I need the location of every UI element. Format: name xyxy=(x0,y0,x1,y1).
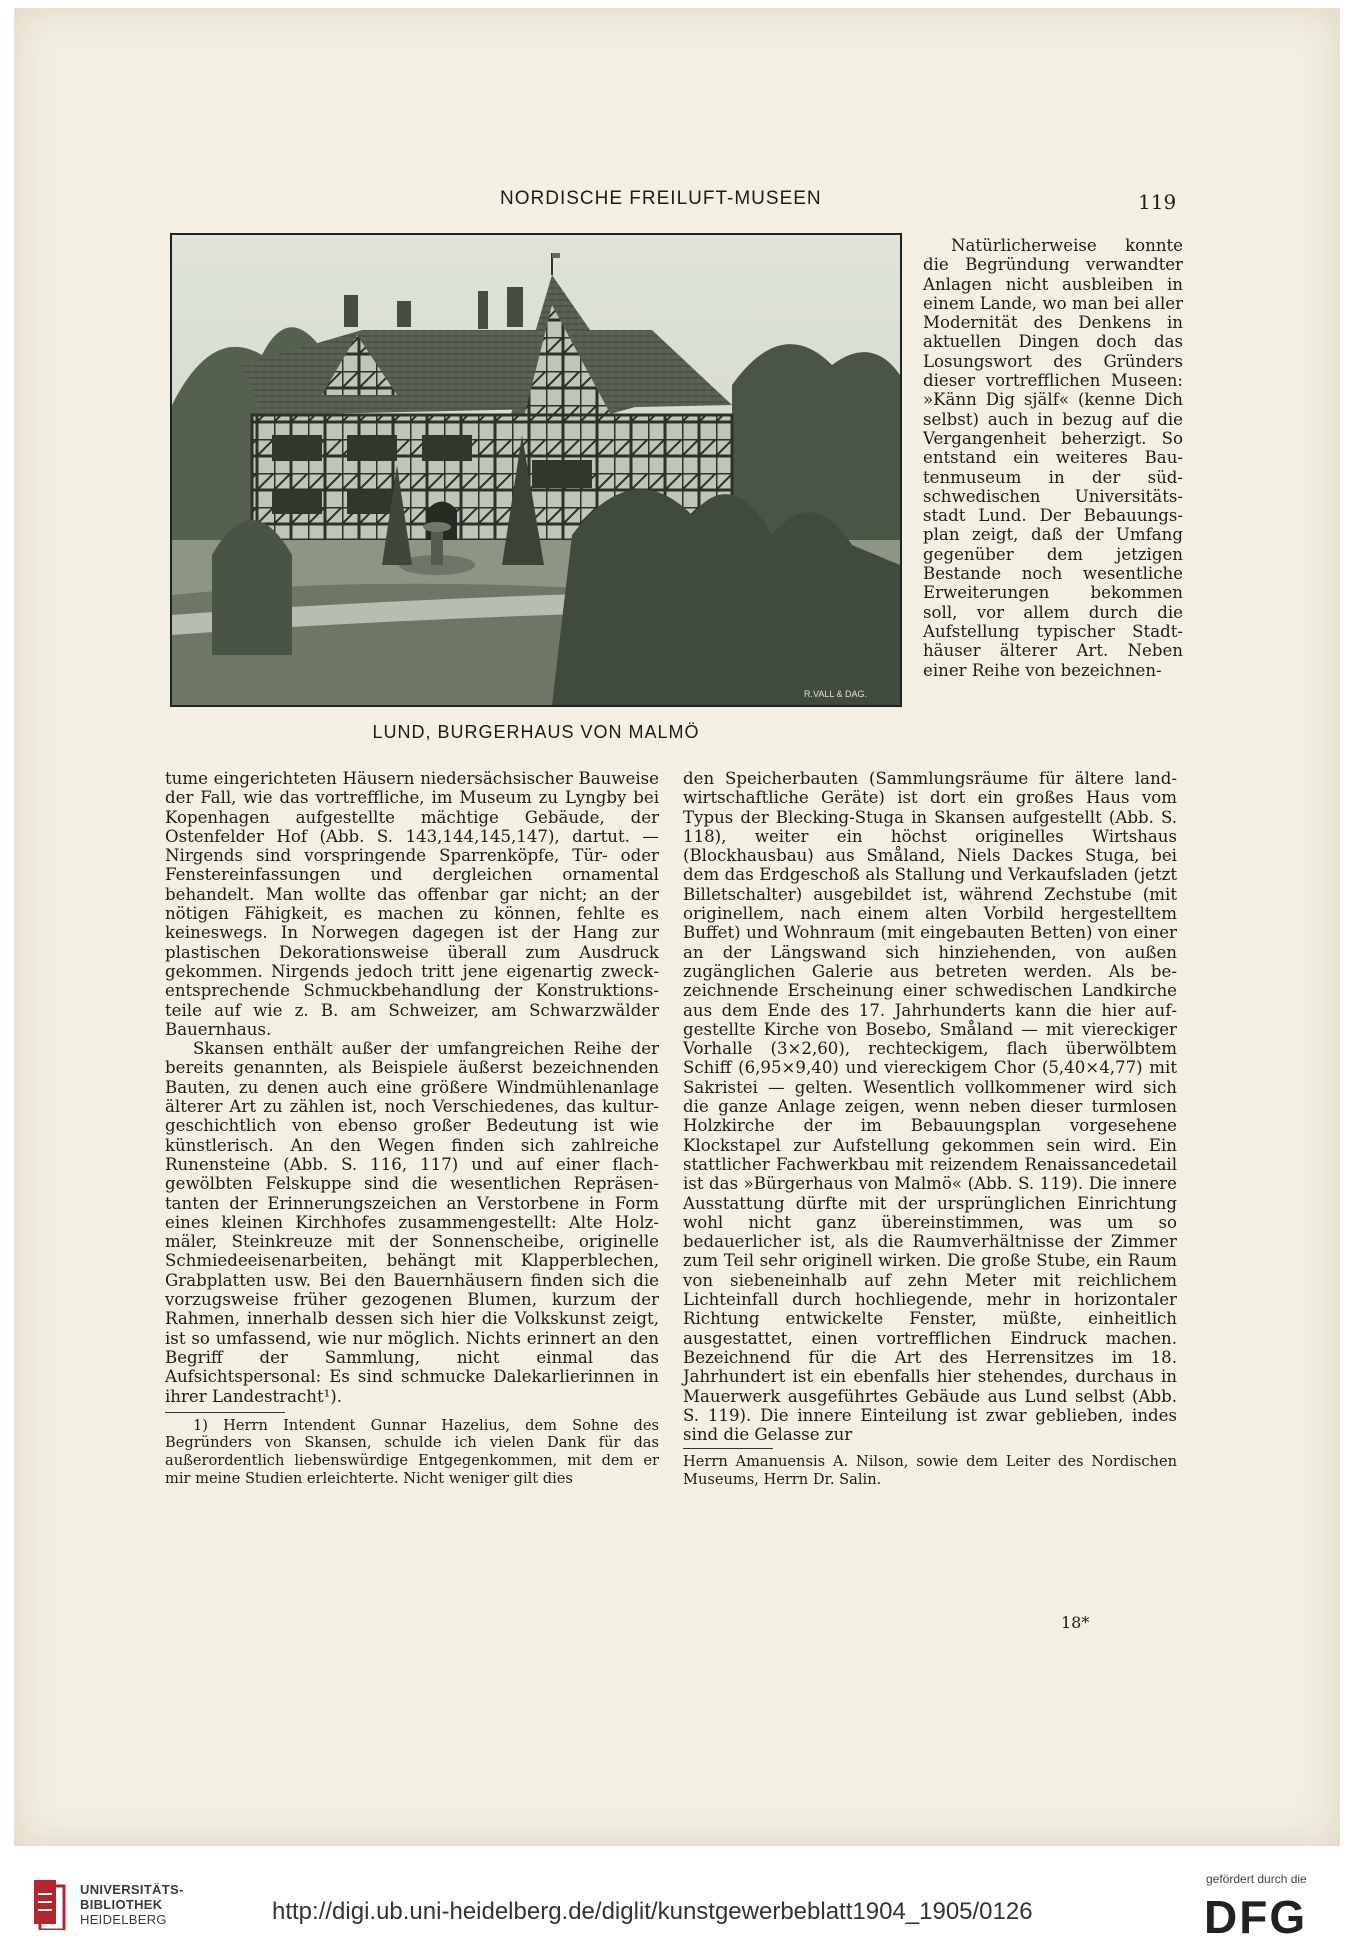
building-photograph xyxy=(170,233,902,707)
paragraph: tume eingerichteten Häusern niedersächsischer Bauweise der Fall, wie das vortreffliche, im Museum zu Lyngby bei Kopenhagen aufgestellte mächtige Gebäude, der Ostenfelder Hof (Abb. S. 143,144,145,147), dartut. — Nirgends sind vorspringende Sparrenköpfe, Tür- oder Fenstereinfassungen und dergleichen ornamental behandelt. Man wollte das offenbar gar nicht; an der nötigen Fähigkeit, es machen zu können, fehlte es keineswegs. In Norwegen dagegen ist der Hang zur plastischen Dekorationsweise überall zum Ausdruck gekommen. Nirgends jedoch tritt jene eigenartig zweckentsprechende Schmuckbehandlung der Konstruktionsteile auf wie z. B. am Schweizer, am Schwarzwälder Bauernhaus. xyxy=(165,769,659,1039)
page-number: 119 xyxy=(1138,190,1177,214)
footnote: 1) Herrn Intendent Gunnar Hazelius, dem Sohne des Begründers von Skansen, schulde ich vielen Dank für das außerordentlich liebenswürdige Entgegenkommen, mit dem er mir meine Studien erleichterte. Nicht weniger gilt dies xyxy=(165,1416,659,1487)
photo-credit: R.VALL & DAG. xyxy=(804,689,868,699)
figure-caption: LUND, BURGERHAUS VON MALMÖ xyxy=(372,722,700,742)
paragraph: Natürlicherweise konnte die Begründung verwandter Anlagen nicht ausbleiben in einem Lande, wo man bei aller Modernität des Denkens in aktuellen Dingen doch das Losungswort des Gründers dieser vortrefflichen Museen: »Känn Dig själf« (kenne Dich selbst) auch in bezug auf die Vergangenheit beherzigt. So entstand ein weiteres Bautenmuseum in der südschwedischen Universitätsstadt Lund. Der Bebauungsplan zeigt, daß der Umfang gegenüber dem jetzigen Bestande noch wesentliche Erweiterungen bekommen soll, vor allem durch die Aufstellung typischer Stadthäuser älterer Art. Neben einer Reihe von bezeichnen- xyxy=(923,236,1183,680)
source-url-link[interactable]: http://digi.ub.uni-heidelberg.de/diglit/kunstgewerbeblatt1904_1905/0126 xyxy=(272,1898,1033,1925)
half-timbered-house-image xyxy=(172,235,900,705)
running-title: NORDISCHE FREILUFT-MUSEEN xyxy=(500,188,822,209)
footnote-continuation: Herrn Amanuensis A. Nilson, sowie dem Leiter des Nordischen Museums, Herrn Dr. Salin. xyxy=(683,1453,1177,1488)
page-header xyxy=(14,188,1340,218)
library-line: HEIDELBERG xyxy=(80,1912,167,1927)
library-line: BIBLIOTHEK xyxy=(80,1897,163,1912)
scanned-page xyxy=(14,8,1340,1846)
library-name xyxy=(80,1882,184,1927)
right-column-text xyxy=(683,769,1177,1489)
library-logo-icon xyxy=(30,1874,70,1930)
paragraph: Skansen enthält außer der umfangreichen Reihe der bereits genannten, als Beispiele äußerst bezeichnenden Bauten, zu denen auch eine größere Windmühlenanlage älterer Art zu zählen ist, noch Verschiedenes, das kulturgeschichtlich von ebenso großer Bedeutung ist wie künstlerisch. An den Wegen finden sich zahlreiche Runensteine (Abb. S. 116, 117) und auf einer flachgewölbten Felskuppe sind die wesentlichen Repräsentanten der Erinnerungszeichen an Verstorbene in Form eines kleinen Kirchhofes zusammengestellt: Alte Holzmäler, Steinkreuze mit der Sonnenscheibe, originelle Schmiedeeisenarbeiten, behängt mit Klapperblechen, Grabplatten usw. Bei den Bauernhäusern finden sich die vorzugsweise früher gezogenen Blumen, kurzum der Rahmen, innerhalb dessen sich hier die Volkskunst zeigt, ist so umfassend, wie nur möglich. Nichts erinnert an den Begriff der Sammlung, nicht einmal das Aufsichtspersonal: Es sind schmucke Dalekarlierinnen in ihrer Landestracht¹). xyxy=(165,1039,659,1406)
footnote-rule xyxy=(165,1412,285,1413)
dfg-logo: DFG xyxy=(1204,1891,1308,1943)
right-column-top-text xyxy=(923,236,1183,680)
library-line: UNIVERSITÄTS- xyxy=(80,1882,184,1897)
left-column-text xyxy=(165,769,659,1487)
funded-by-label: gefördert durch die xyxy=(1206,1872,1307,1886)
footnote-rule xyxy=(683,1448,773,1449)
paragraph: den Speicherbauten (Sammlungsräume für ältere landwirtschaftliche Geräte) ist dort ein großes Haus vom Typus der Blecking-Stuga in Skansen aufgestellt (Abb. S. 118), weiter ein höchst originelles Wirtshaus (Blockhausbau) aus Småland, Niels Dackes Stuga, bei dem das Erdgeschoß als Stallung und Verkaufsladen (jetzt Billetschalter) ausgebildet ist, während Zechstube (mit originellem, nach einem alten Vorbild hergestelltem Buffet) und Wohnraum (mit eingebauten Betten) von einer an der Längswand sich hinziehenden, von außen zugänglichen Galerie aus betreten werden. Als bezeichnende Erscheinung einer schwedischen Landkirche aus dem Ende des 17. Jahrhunderts kann die hier aufgestellte Kirche von Bosebo, Småland — mit viereckiger Vorhalle (3×2,60), rechteckigem, flach überwölbtem Schiff (6,95×9,40) und viereckigem Chor (5,40×4,77) mit Sakristei — gelten. Wesentlich vollkommener wird sich die ganze Anlage zeigen, wenn neben dieser turmlosen Holzkirche der im Bebauungsplan vorgesehene Klockstapel zur Aufstellung gekommen sein wird. Ein stattlicher Fachwerkbau mit reizendem Renaissancedetail ist das »Bürgerhaus von Malmö« (Abb. S. 119). Die innere Ausstattung dürfte mit der ursprünglichen Einrichtung wohl nicht ganz übereinstimmen, was um so bedauerlicher ist, als die Raumverhältnisse der Zimmer zum Teil sehr originell wirken. Die große Stube, ein Raum von siebeneinhalb auf zehn Meter mit reichlichem Lichteinfall durch hochliegende, mehr in horizontaler Richtung entwickelte Fenster, müßte, einheitlich ausgestattet, einen vortrefflichen Eindruck machen. Bezeichnend für die Art des Herrensitzes im 18. Jahrhundert ist ein ebenfalls hier stehendes, durchaus in Mauerwerk ausgeführtes Gebäude aus Lund selbst (Abb. S. 119). Die innere Einteilung ist zwar geblieben, indes sind die Gelasse zur xyxy=(683,769,1177,1445)
digitization-footer xyxy=(0,1846,1354,1958)
signature-mark: 18* xyxy=(1061,1613,1090,1632)
